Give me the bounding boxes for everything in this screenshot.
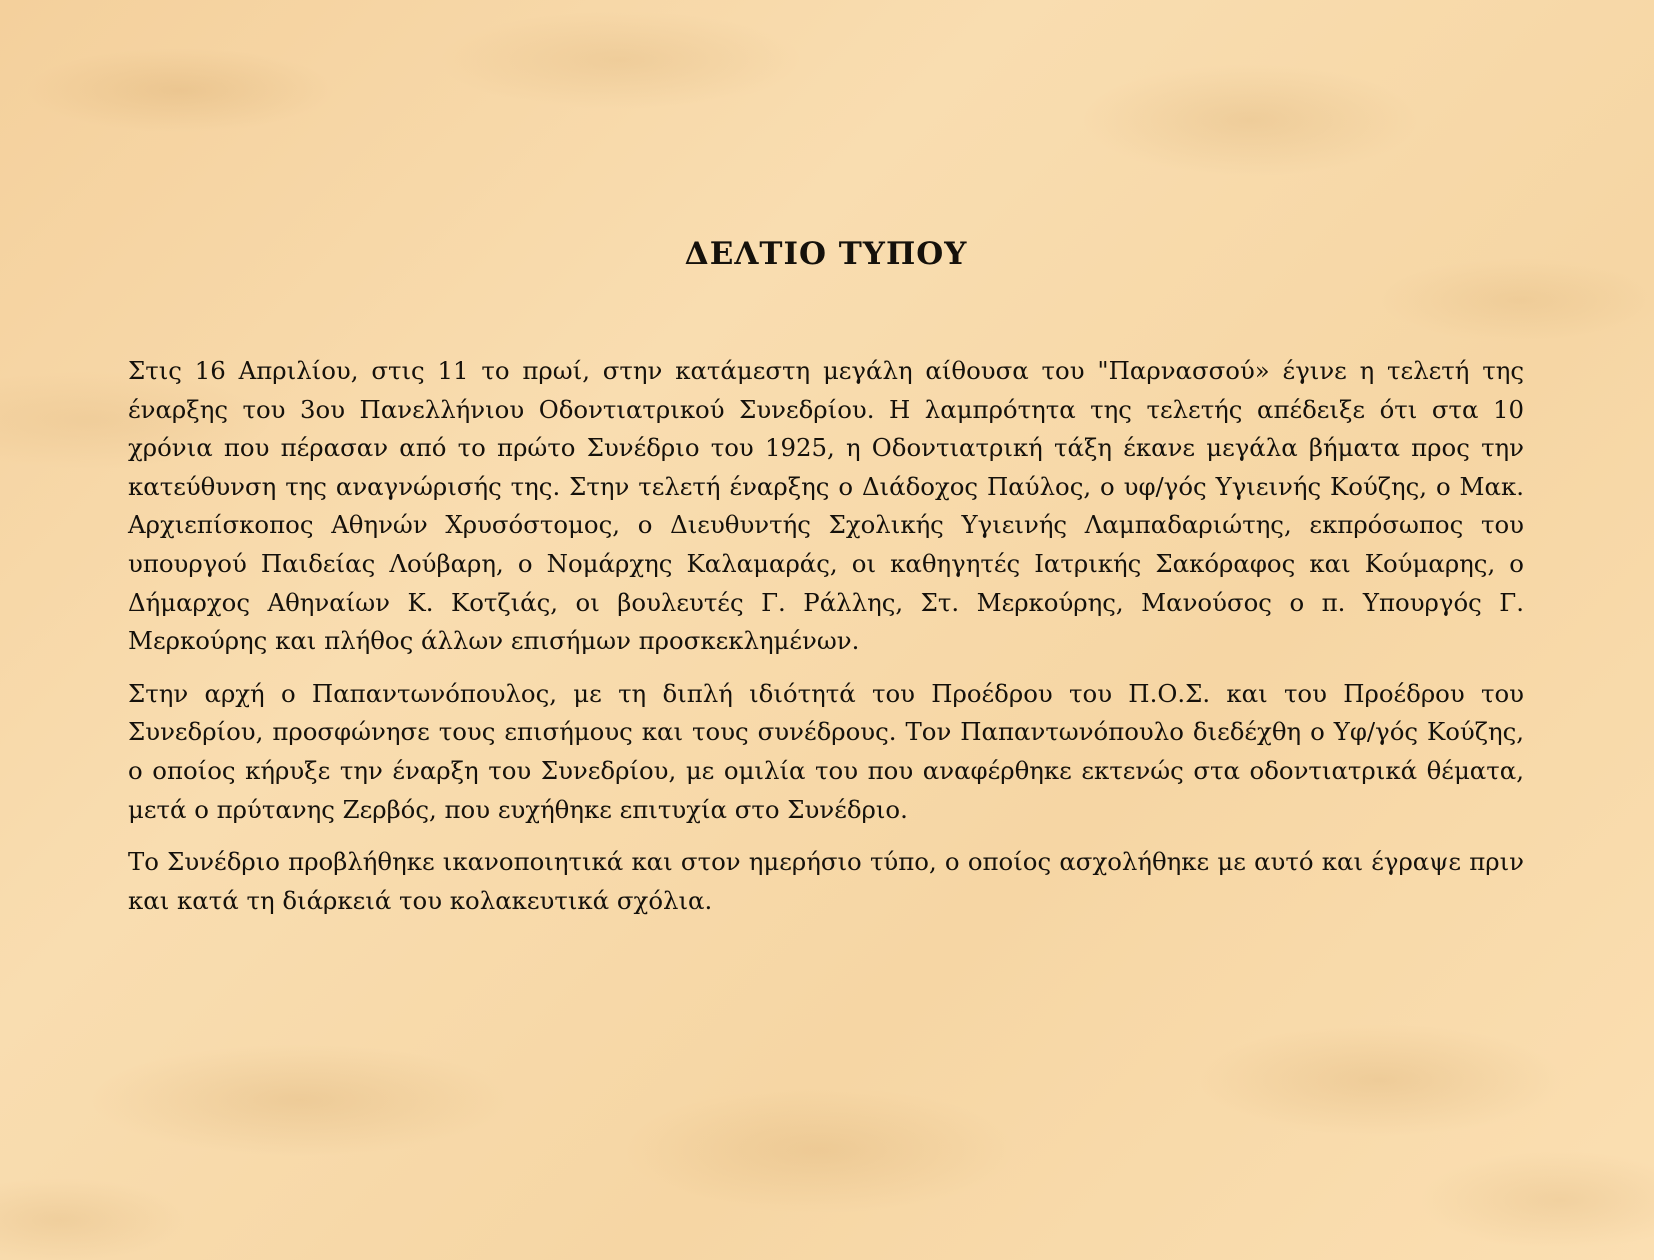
press-release-page (128, 0, 1524, 1260)
paragraph-speeches: Στην αρχή ο Παπαντωνόπουλος, με τη διπλή ιδιότητά του Προέδρου του Π.Ο.Σ. και του Προέδρου του Συνεδρίου, προσφώνησε τους επισήμους και τους συνέδρους. Τον Παπαντωνόπουλο διεδέχθη ο Υφ/γός Κούζης, ο οποίος κήρυξε την έναρξη του Συνεδρίου, με ομιλία του που αναφέρθηκε εκτενώς στα οδοντιατρικά θέματα, μετά ο πρύτανης Ζερβός, που ευχήθηκε επιτυχία στο Συνέδριο. (128, 678, 1524, 824)
paragraph-opening-ceremony: Στις 16 Απριλίου, στις 11 το πρωί, στην κατάμεστη μεγάλη αίθουσα του "Παρνασσού» έγινε η τελετή της έναρξης του 3ου Πανελλήνιου Οδοντιατρικού Συνεδρίου. Η λαμπρότητα της τελετής απέδειξε ότι στα 10 χρόνια που πέρασαν από το πρώτο Συνέδριο του 1925, η Οδοντιατρική τάξη έκανε μεγάλα βήματα προς την κατεύθυνση της αναγνώρισής της. Στην τελετή έναρξης ο Διάδοχος Παύλος, ο υφ/γός Υγιεινής Κούζης, ο Μακ. Αρχιεπίσκοπος Αθηνών Χρυσόστομος, ο Διευθυντής Σχολικής Υγιεινής Λαμπαδαριώτης, εκπρόσωπος του υπουργού Παιδείας Λούβαρη, ο Νομάρχης Καλαμαράς, οι καθηγητές Ιατρικής Σακόραφος και Κούμαρης, ο Δήμαρχος Αθηναίων Κ. Κοτζιάς, οι βουλευτές Γ. Ράλλης, Στ. Μερκούρης, Μανούσος ο π. Υπουργός Γ. Μερκούρης και πλήθος άλλων επισήμων προσκεκλημένων. (128, 356, 1524, 656)
paragraph-press-coverage: Το Συνέδριο προβλήθηκε ικανοποιητικά και στον ημερήσιο τύπο, ο οποίος ασχολήθηκε με αυτό και έγραψε πριν και κατά τη διάρκειά του κολακευτικά σχόλια. (128, 847, 1524, 915)
page-title: ΔΕΛΤΙΟ ΤΥΠΟΥ (684, 236, 968, 272)
article-body (128, 352, 1524, 934)
